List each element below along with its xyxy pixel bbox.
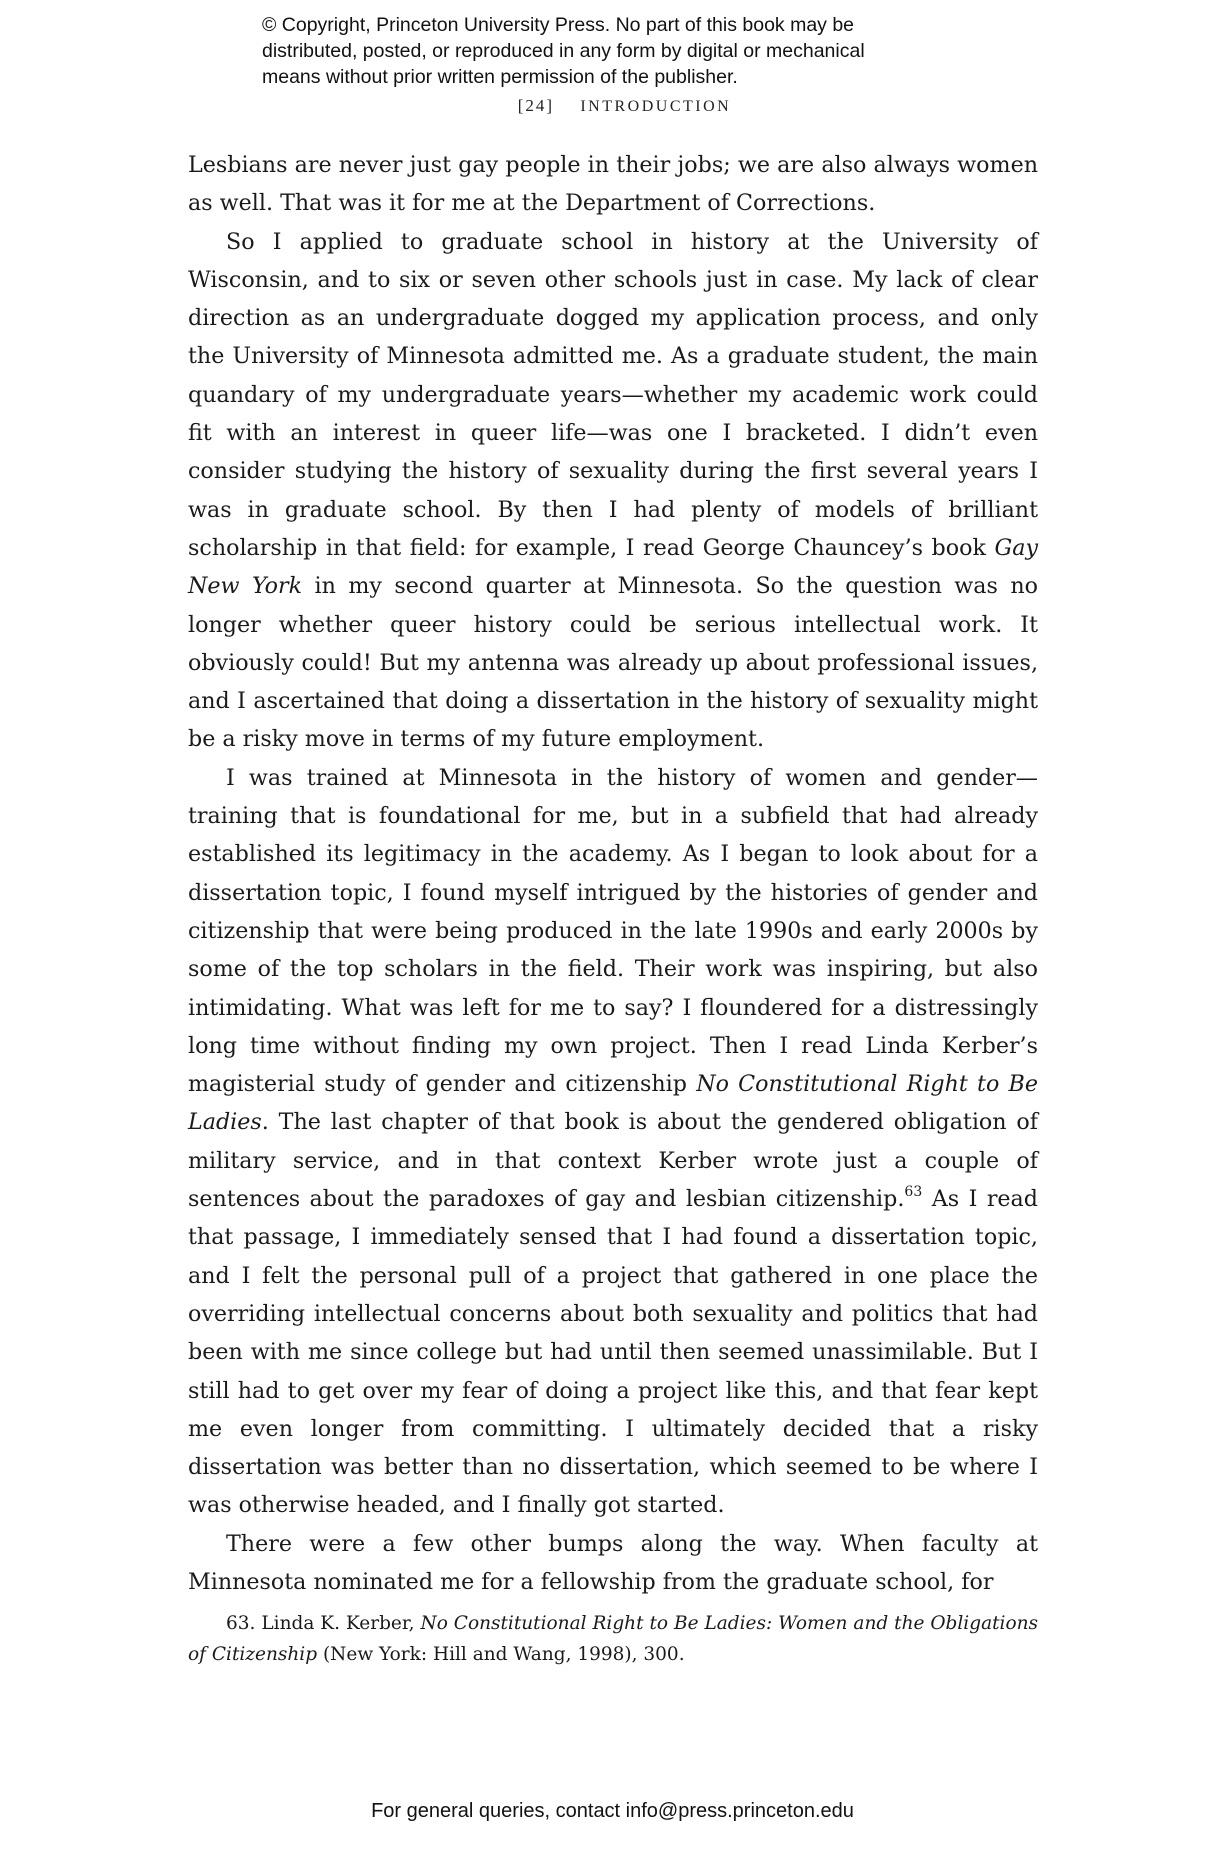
paragraph-text: There were a few other bumps along the way. When faculty at Minnesota nominated me for a fellowship from the graduate school, for	[188, 1530, 1038, 1595]
body-text	[188, 146, 1038, 1601]
paragraph-text: As I read that passage, I immediately sensed that I had found a dissertation topic, and I felt the personal pull of a project that gathered in one place the overriding intellectual concerns about both sexuality and politics that had been with me since college but had until then seemed unassimilable. But I still had to get over my fear of doing a project like this, and that fear kept me even longer from committing. I ultimately decided that a risky dissertation was better than no dissertation, which seemed to be where I was otherwise headed, and I finally got started.	[188, 1186, 1038, 1519]
page-number: [24]	[517, 96, 555, 115]
paragraph	[188, 1525, 1038, 1602]
footer-contact: For general queries, contact info@press.princeton.edu	[371, 1800, 854, 1822]
running-head	[0, 96, 1225, 116]
footnote-publication: (New York: Hill and Wang, 1998), 300.	[322, 1644, 685, 1665]
section-title: INTRODUCTION	[580, 98, 732, 115]
copyright-line: distributed, posted, or reproduced in any form by digital or mechanical	[262, 40, 865, 62]
copyright-line: © Copyright, Princeton University Press. No part of this book may be	[262, 14, 855, 36]
copyright-line: means without prior written permission of the publisher.	[262, 66, 738, 88]
footnote-title: No Constitutional Right to Be Ladies: Women and the Obligations of Citizenship	[188, 1613, 1038, 1665]
paragraph	[188, 146, 1038, 223]
book-title: Gay New York	[188, 534, 1038, 600]
footnote-reference[interactable]: 63	[904, 1183, 923, 1200]
paragraph-text: I was trained at Minnesota in the history of women and gender—training that is foundational for me, but in a subfield that had already established its legitimacy in the academy. As I began to look about for a dissertation topic, I found myself intrigued by the histories of gender and citizenship that were being produced in the late 1990s and early 2000s by some of the top scholars in the field. Their work was inspiring, but also intimidating. What was left for me to say? I floundered for a distressingly long time without finding my own project. Then I read Linda Kerber’s magisterial study of gender and citizenship	[188, 764, 1038, 1098]
paragraph-text: . The last chapter of that book is about the gendered obligation of military service, and in that context Kerber wrote just a couple of sentences about the paradoxes of gay and lesbian citizenship.	[188, 1109, 1038, 1213]
paragraph	[188, 759, 1038, 1525]
book-title: No Constitutional Right to Be Ladies	[188, 1071, 1038, 1136]
footnote	[188, 1608, 1038, 1670]
paragraph-text: Lesbians are never just gay people in their jobs; we are also always women as well. That was it for me at the Department of Corrections.	[188, 152, 1038, 217]
copyright-notice	[262, 12, 1022, 90]
footnote-author: Linda K. Kerber,	[261, 1613, 415, 1634]
footnote-number: 63.	[226, 1613, 256, 1634]
paragraph	[188, 223, 1038, 759]
paragraph-text: in my second quarter at Minnesota. So the question was no longer whether queer history could be serious intellectual work. It obviously could! But my antenna was already up about professional issues, and I ascertained that doing a dissertation in the history of sexuality might be a risky move in terms of my future employment.	[188, 573, 1038, 753]
paragraph-text: So I applied to graduate school in history at the University of Wisconsin, and to six or seven other schools just in case. My lack of clear direction as an undergraduate dogged my application process, and only the University of Minnesota admitted me. As a graduate student, the main quandary of my undergraduate years—whether my academic work could fit with an interest in queer life—was one I bracketed. I didn’t even consider studying the history of sexuality during the first several years I was in graduate school. By then I had plenty of models of brilliant scholarship in that field: for example, I read George Chauncey’s book	[188, 228, 1038, 561]
